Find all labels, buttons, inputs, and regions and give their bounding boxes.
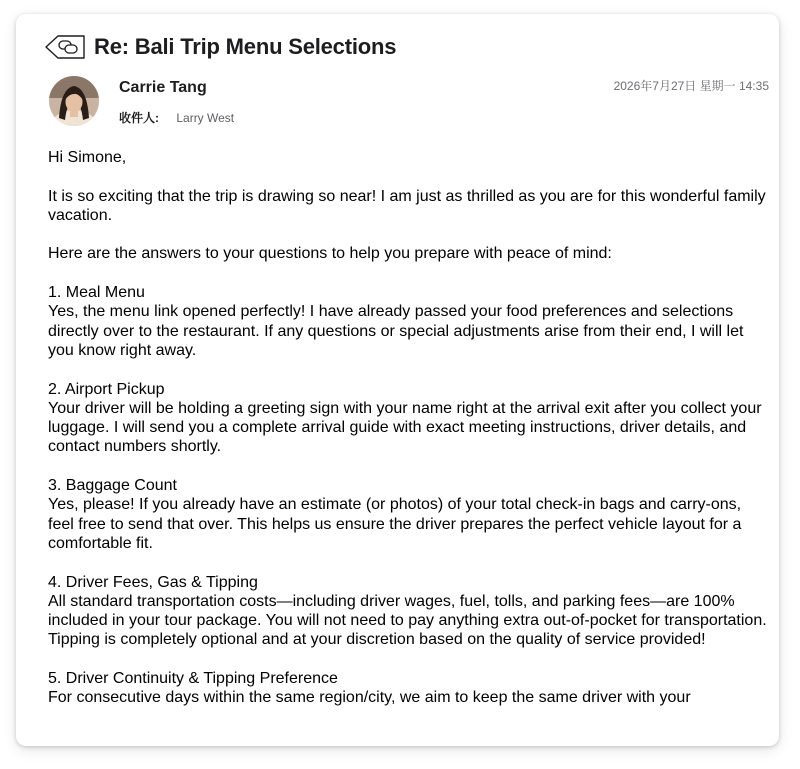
section-heading: 1. Meal Menu <box>48 284 145 302</box>
conversation-icon[interactable] <box>44 34 86 60</box>
email-timestamp: 2026年7月27日 星期一 14:35 <box>613 79 769 93</box>
section-driver-continuity <box>48 669 770 708</box>
section-heading: 5. Driver Continuity & Tipping Preference <box>48 670 338 688</box>
subject-row <box>44 34 396 60</box>
recipient-label: 收件人: <box>119 111 159 125</box>
recipient-name[interactable]: Larry West <box>176 111 235 125</box>
section-text: Yes, the menu link opened perfectly! I have already passed your food preferences and selections directly over to the restaurant. If any questions or special adjustments arise from their end, I will let you know right away. <box>48 303 744 359</box>
lead-paragraph: Here are the answers to your questions to help you prepare with peace of mind: <box>48 245 612 263</box>
sender-name[interactable]: Carrie Tang <box>119 79 207 96</box>
section-heading: 3. Baggage Count <box>48 477 177 495</box>
section-heading: 2. Airport Pickup <box>48 380 165 398</box>
email-body <box>48 148 770 727</box>
greeting: Hi Simone, <box>48 149 127 166</box>
section-baggage-count <box>48 476 770 553</box>
sender-avatar[interactable] <box>49 76 99 126</box>
email-subject: Re: Bali Trip Menu Selections <box>94 34 397 59</box>
recipient-row <box>119 109 234 126</box>
section-text: For consecutive days within the same region/city, we aim to keep the same driver with your <box>48 689 691 707</box>
email-window <box>16 14 779 746</box>
section-heading: 4. Driver Fees, Gas & Tipping <box>48 573 258 591</box>
section-text: Your driver will be holding a greeting sign with your name right at the arrival exit after you collect your luggage. I will send you a complete arrival guide with exact meeting instructions, driver details, and contact numbers shortly. <box>48 399 762 456</box>
section-text: All standard transportation costs—including driver wages, fuel, tolls, and parking fees—are 100% included in your tour package. You will not need to pay anything extra out-of-pocket for transportation. Tipping is completely optional and at your discretion based on the quality of service provided! <box>48 592 767 649</box>
section-meal-menu <box>48 283 770 360</box>
section-driver-fees <box>48 573 770 650</box>
intro-paragraph: It is so exciting that the trip is drawing so near! I am just as thrilled as you are for this wonderful family vacation. <box>48 187 766 224</box>
section-airport-pickup <box>48 380 770 457</box>
section-text: Yes, please! If you already have an estimate (or photos) of your total check-in bags and carry-ons, feel free to send that over. This helps us ensure the driver prepares the perfect vehicle layout for a comfortable fit. <box>48 496 742 552</box>
